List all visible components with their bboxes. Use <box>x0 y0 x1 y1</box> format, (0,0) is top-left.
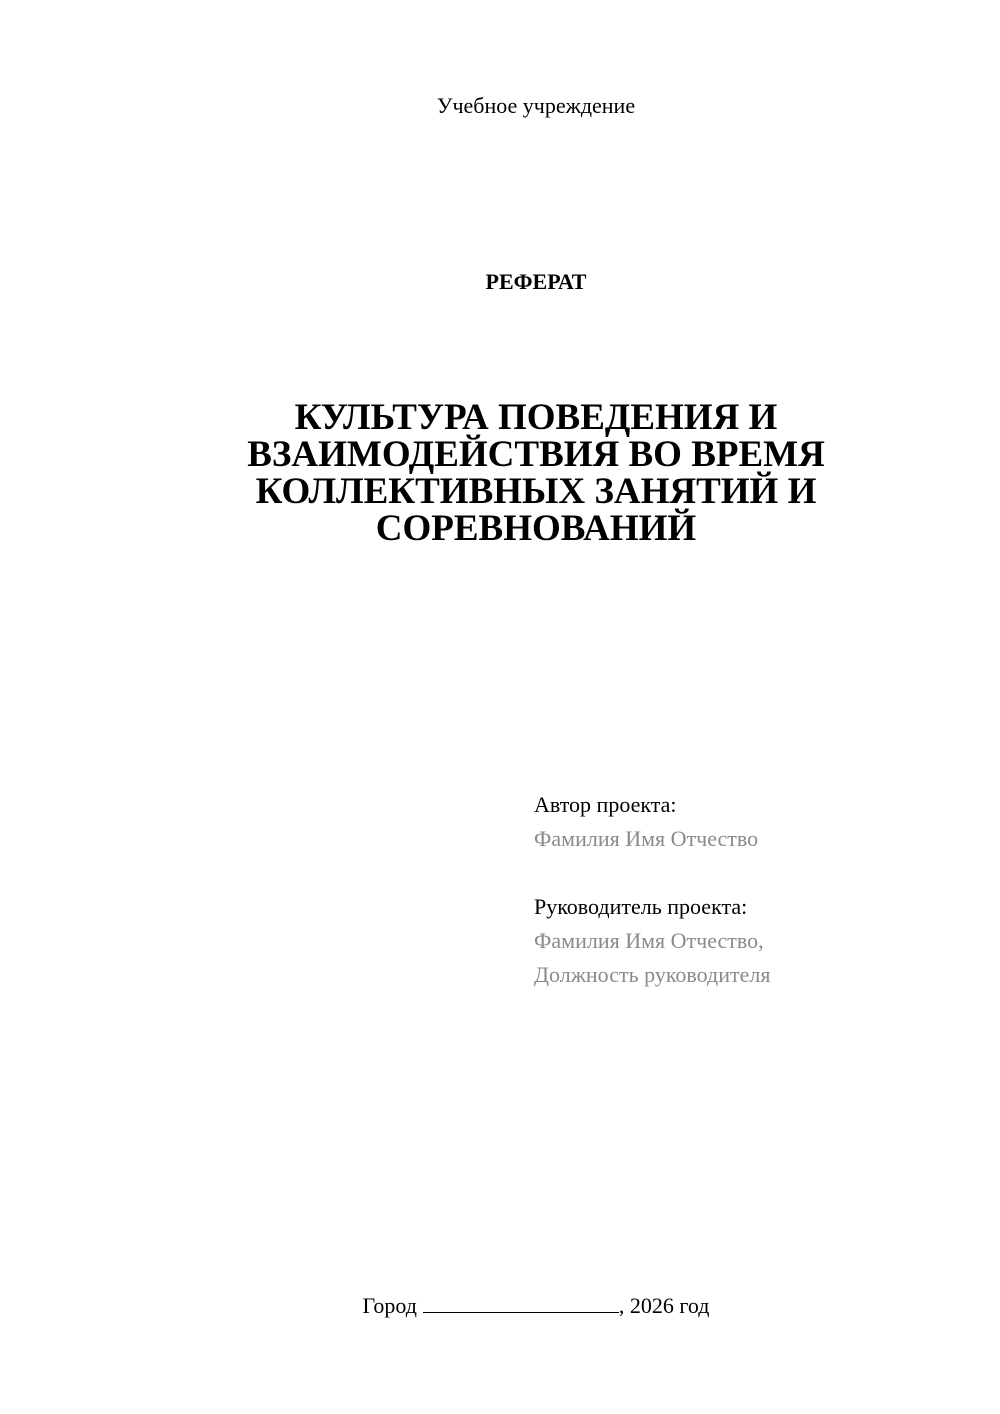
footer-city-year <box>0 1290 1000 1321</box>
document-title: КУЛЬТУРА ПОВЕДЕНИЯ И ВЗАИМОДЕЙСТВИЯ ВО ВРЕМЯ КОЛЛЕКТИВНЫХ ЗАНЯТИЙ И СОРЕВНОВАНИЙ <box>247 397 825 549</box>
city-label: Город <box>362 1293 417 1318</box>
institution-name: Учебное учреждение <box>436 93 636 118</box>
supervisor-position-placeholder: Должность руководителя <box>534 962 771 987</box>
author-name-placeholder: Фамилия Имя Отчество <box>534 826 759 851</box>
supervisor-label: Руководитель проекта: <box>534 894 748 919</box>
year-text: , 2026 год <box>618 1293 710 1318</box>
credits-spacer <box>534 856 954 890</box>
credits-block <box>534 788 954 992</box>
author-label: Автор проекта: <box>534 792 677 817</box>
document-type: РЕФЕРАТ <box>485 269 587 294</box>
supervisor-name-placeholder: Фамилия Имя Отчество, <box>534 928 764 953</box>
city-blank-line <box>423 1290 619 1313</box>
